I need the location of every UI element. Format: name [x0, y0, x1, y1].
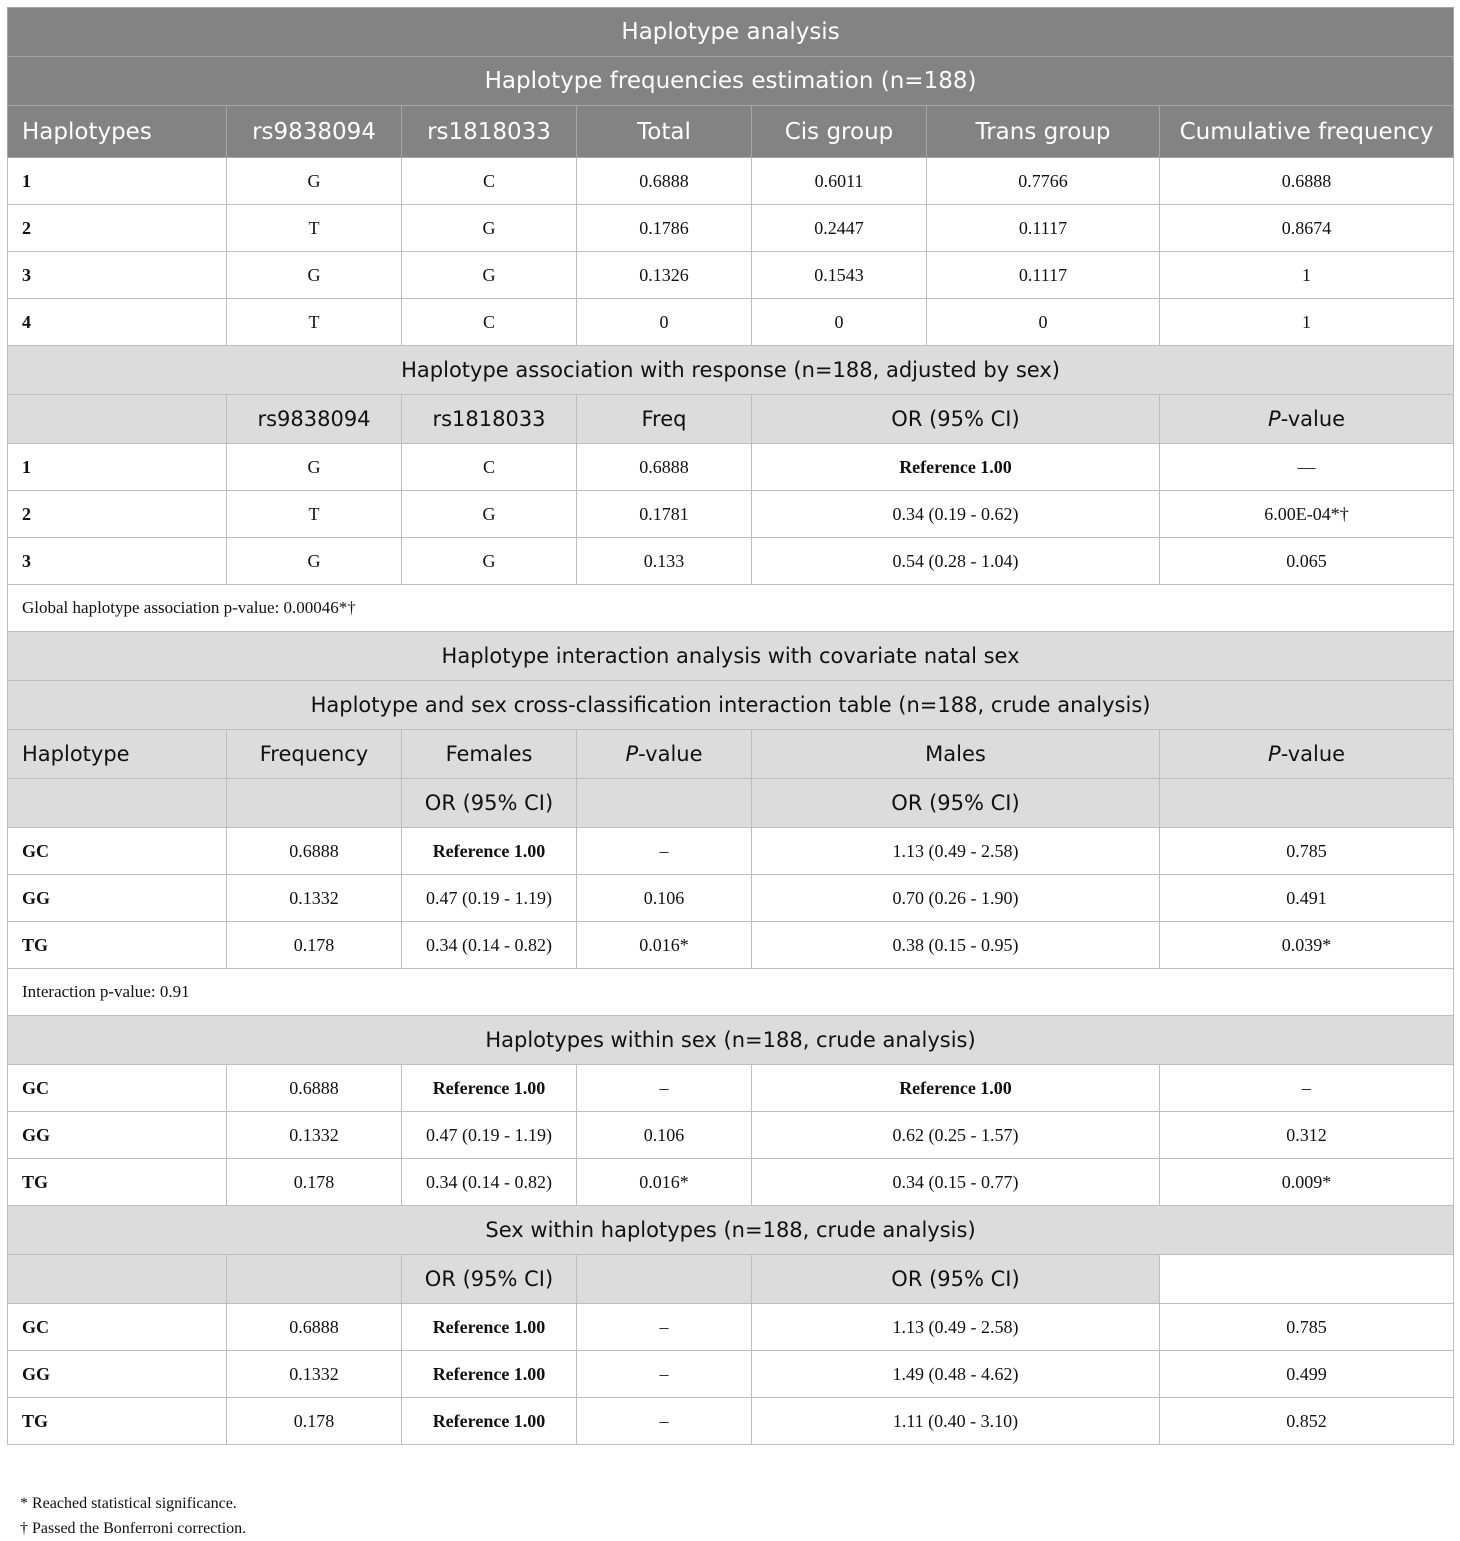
column-header: OR (95% CI): [752, 395, 1160, 444]
table-cell: 0.6888: [227, 828, 402, 875]
interaction-note-row: [8, 969, 1454, 1016]
table-cell: G: [227, 538, 402, 585]
table-row: [8, 875, 1454, 922]
table-cell: GG: [8, 1351, 227, 1398]
footnotes: [20, 1491, 246, 1541]
table-cell: TG: [8, 922, 227, 969]
table-cell: –: [577, 828, 752, 875]
column-header: Total: [577, 106, 752, 158]
table-cell: 3: [8, 538, 227, 585]
column-header: rs9838094: [227, 106, 402, 158]
column-header: Freq: [577, 395, 752, 444]
table-cell: 0.34 (0.15 - 0.77): [752, 1159, 1160, 1206]
table-cell: GG: [8, 1112, 227, 1159]
table-cell: 1: [8, 158, 227, 205]
table-cell: Reference 1.00: [752, 444, 1160, 491]
table-cell: 0.54 (0.28 - 1.04): [752, 538, 1160, 585]
table-cell: –: [577, 1304, 752, 1351]
p-suffix: -value: [1280, 742, 1346, 766]
table-cell: TG: [8, 1159, 227, 1206]
table-cell: 0.499: [1160, 1351, 1454, 1398]
section-title: Haplotype frequencies estimation (n=188): [8, 57, 1454, 106]
section-title: Haplotype association with response (n=188, adjusted by sex): [8, 346, 1454, 395]
table-cell: 0.1326: [577, 252, 752, 299]
table-cell: –: [577, 1398, 752, 1445]
p-suffix: -value: [638, 742, 703, 766]
table-cell: G: [402, 252, 577, 299]
table-row: [8, 538, 1454, 585]
table-cell: 0.7766: [927, 158, 1160, 205]
table-cell: 0.106: [577, 1112, 752, 1159]
table-cell: 0.785: [1160, 1304, 1454, 1351]
column-subheader: [8, 1255, 227, 1304]
table-cell: 0: [577, 299, 752, 346]
table-cell: 0.133: [577, 538, 752, 585]
column-subheader: OR (95% CI): [402, 1255, 577, 1304]
table-cell: T: [227, 491, 402, 538]
within-sex-title-row: [8, 1016, 1454, 1065]
table-cell: C: [402, 299, 577, 346]
haplotype-table: [7, 7, 1454, 1445]
table-row: [8, 922, 1454, 969]
section-title: Sex within haplotypes (n=188, crude analysis): [8, 1206, 1454, 1255]
table-cell: T: [227, 299, 402, 346]
column-subheader: [577, 1255, 752, 1304]
table-cell: G: [402, 538, 577, 585]
table-cell: 0.47 (0.19 - 1.19): [402, 1112, 577, 1159]
table-cell: 0.6888: [227, 1065, 402, 1112]
table-cell: 0.34 (0.14 - 0.82): [402, 922, 577, 969]
freq-header-row: [8, 106, 1454, 158]
column-header: [577, 730, 752, 779]
footnote-bonferroni: † Passed the Bonferroni correction.: [20, 1520, 247, 1537]
table-cell: –: [577, 1351, 752, 1398]
table-cell: 0.1332: [227, 1351, 402, 1398]
column-header: Males: [752, 730, 1160, 779]
interaction-note: Interaction p-value: 0.91: [8, 969, 1454, 1016]
freq-section-title-row: [8, 57, 1454, 106]
table-cell: —: [1160, 444, 1454, 491]
table-cell: C: [402, 444, 577, 491]
table-cell: 0.1332: [227, 875, 402, 922]
column-subheader: [577, 779, 752, 828]
table-cell: 1.49 (0.48 - 4.62): [752, 1351, 1160, 1398]
table-cell: G: [227, 252, 402, 299]
interaction-section-title-row: [8, 632, 1454, 681]
column-header: rs1818033: [402, 106, 577, 158]
table-cell: 1: [1160, 252, 1454, 299]
column-header: Frequency: [227, 730, 402, 779]
table-cell: Reference 1.00: [402, 1398, 577, 1445]
table-cell: 0.1781: [577, 491, 752, 538]
table-cell: GC: [8, 1065, 227, 1112]
table-cell: 1.13 (0.49 - 2.58): [752, 1304, 1160, 1351]
table-cell: 0.1543: [752, 252, 927, 299]
table-cell: 0.039*: [1160, 922, 1454, 969]
section-title: Haplotype and sex cross-classification interaction table (n=188, crude analysis): [8, 681, 1454, 730]
column-subheader: [227, 1255, 402, 1304]
column-header: Cumulative frequency: [1160, 106, 1454, 158]
table-cell: 1.11 (0.40 - 3.10): [752, 1398, 1160, 1445]
table-cell: 0.016*: [577, 1159, 752, 1206]
table-row: [8, 252, 1454, 299]
table-cell: 0: [752, 299, 927, 346]
table-row: [8, 1304, 1454, 1351]
section-title: Haplotypes within sex (n=188, crude analysis): [8, 1016, 1454, 1065]
footnote-significance: * Reached statistical significance.: [20, 1495, 237, 1512]
column-subheader: [227, 779, 402, 828]
table-cell: 0.1117: [927, 252, 1160, 299]
column-header: [1160, 395, 1454, 444]
column-header: Haplotypes: [8, 106, 227, 158]
column-subheader: [1160, 1255, 1454, 1304]
table-cell: GC: [8, 828, 227, 875]
table-cell: 0.016*: [577, 922, 752, 969]
table-cell: 0.38 (0.15 - 0.95): [752, 922, 1160, 969]
table-cell: 0.1786: [577, 205, 752, 252]
table-cell: 0.6888: [1160, 158, 1454, 205]
column-header: Trans group: [927, 106, 1160, 158]
within-haplotypes-subheader-row: [8, 1255, 1454, 1304]
table-cell: G: [227, 158, 402, 205]
table-cell: 0.8674: [1160, 205, 1454, 252]
table-cell: 0.6888: [577, 158, 752, 205]
table-cell: 0.1117: [927, 205, 1160, 252]
column-header: rs9838094: [227, 395, 402, 444]
table-cell: G: [227, 444, 402, 491]
table-cell: 0.2447: [752, 205, 927, 252]
table-row: [8, 444, 1454, 491]
table-cell: 0.009*: [1160, 1159, 1454, 1206]
table-row: [8, 1065, 1454, 1112]
column-subheader: [1160, 779, 1454, 828]
table-row: [8, 158, 1454, 205]
column-subheader: OR (95% CI): [752, 779, 1160, 828]
table-cell: Reference 1.00: [402, 1351, 577, 1398]
within-haplotypes-title-row: [8, 1206, 1454, 1255]
p-italic: P: [625, 742, 639, 766]
table-cell: 4: [8, 299, 227, 346]
p-italic: P: [1268, 407, 1281, 431]
table-cell: –: [577, 1065, 752, 1112]
section-title: Haplotype interaction analysis with covariate natal sex: [8, 632, 1454, 681]
column-header: Females: [402, 730, 577, 779]
table-cell: 0.065: [1160, 538, 1454, 585]
table-cell: 0.491: [1160, 875, 1454, 922]
table-row: [8, 1351, 1454, 1398]
cross-header-row: [8, 730, 1454, 779]
cross-subheader-row: [8, 779, 1454, 828]
table-cell: T: [227, 205, 402, 252]
table-cell: 0.178: [227, 1398, 402, 1445]
table-cell: 0: [927, 299, 1160, 346]
table-row: [8, 1112, 1454, 1159]
table-cell: 0.62 (0.25 - 1.57): [752, 1112, 1160, 1159]
table-cell: Reference 1.00: [402, 828, 577, 875]
table-row: [8, 1159, 1454, 1206]
table-cell: GG: [8, 875, 227, 922]
table-cell: 0.34 (0.14 - 0.82): [402, 1159, 577, 1206]
table-row: [8, 299, 1454, 346]
assoc-header-row: [8, 395, 1454, 444]
table-cell: 2: [8, 205, 227, 252]
table-cell: 0.785: [1160, 828, 1454, 875]
table-cell: 0.312: [1160, 1112, 1454, 1159]
global-note-row: [8, 585, 1454, 632]
table-cell: 0.178: [227, 1159, 402, 1206]
table-row: [8, 205, 1454, 252]
column-header: Cis group: [752, 106, 927, 158]
table-cell: –: [1160, 1065, 1454, 1112]
column-header: Haplotype: [8, 730, 227, 779]
table-cell: 0.1332: [227, 1112, 402, 1159]
table-cell: 0.6888: [577, 444, 752, 491]
column-header: [1160, 730, 1454, 779]
table-cell: 0.106: [577, 875, 752, 922]
table-row: [8, 1398, 1454, 1445]
column-header: rs1818033: [402, 395, 577, 444]
table-cell: 1: [1160, 299, 1454, 346]
table-cell: GC: [8, 1304, 227, 1351]
table-cell: G: [402, 205, 577, 252]
cross-title-row: [8, 681, 1454, 730]
table-cell: 0.34 (0.19 - 0.62): [752, 491, 1160, 538]
table-cell: TG: [8, 1398, 227, 1445]
table-cell: 0.6888: [227, 1304, 402, 1351]
table-title-row: [8, 8, 1454, 57]
table-cell: 3: [8, 252, 227, 299]
column-subheader: OR (95% CI): [402, 779, 577, 828]
column-header: [8, 395, 227, 444]
table-cell: Reference 1.00: [402, 1304, 577, 1351]
table-cell: 1.13 (0.49 - 2.58): [752, 828, 1160, 875]
global-association-note: Global haplotype association p-value: 0.00046*†: [8, 585, 1454, 632]
table-cell: 6.00E-04*†: [1160, 491, 1454, 538]
table-cell: C: [402, 158, 577, 205]
table-cell: Reference 1.00: [752, 1065, 1160, 1112]
table-cell: Reference 1.00: [402, 1065, 577, 1112]
column-subheader: [8, 779, 227, 828]
p-suffix: -value: [1280, 407, 1346, 431]
table-cell: 0.70 (0.26 - 1.90): [752, 875, 1160, 922]
p-italic: P: [1268, 742, 1281, 766]
table-cell: 1: [8, 444, 227, 491]
assoc-section-title-row: [8, 346, 1454, 395]
table-cell: 2: [8, 491, 227, 538]
table-cell: 0.852: [1160, 1398, 1454, 1445]
table-cell: 0.47 (0.19 - 1.19): [402, 875, 577, 922]
table-row: [8, 491, 1454, 538]
table-title: Haplotype analysis: [8, 8, 1454, 57]
table-cell: 0.178: [227, 922, 402, 969]
table-row: [8, 828, 1454, 875]
table-cell: 0.6011: [752, 158, 927, 205]
column-subheader: OR (95% CI): [752, 1255, 1160, 1304]
table-cell: G: [402, 491, 577, 538]
